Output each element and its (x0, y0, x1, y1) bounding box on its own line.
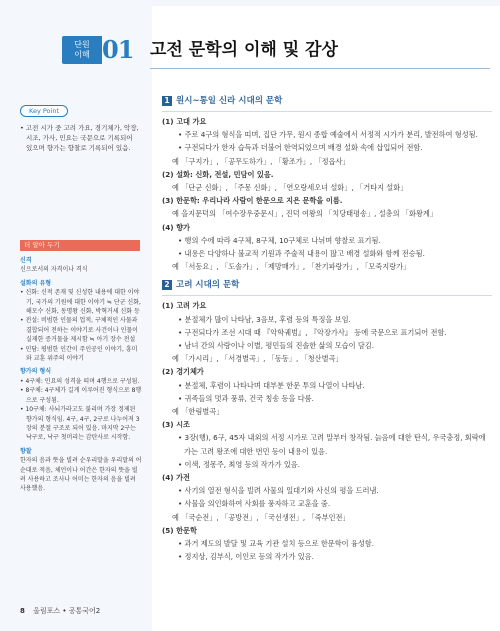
extra-heading: 신격 (20, 257, 32, 264)
bullet-line: • 구전되다가 한자 습득과 더불어 한역되었으며 배경 설화 속에 삽입되어 전함. (178, 143, 423, 153)
bullet-line: • 내용은 다양하나 불교적 기원과 주술적 내용이 많고 배경 설화와 함께 전승됨. (178, 249, 425, 259)
example-line: 예 「서동요」, 「도솔가」, 「제망매가」, 「찬기파랑가」, 「모죽지랑가」 (172, 262, 411, 272)
example-line: 예 을지문덕의 「여수장우중문시」, 진덕 여왕의 「치당태평송」, 설총의 「화왕계」 (172, 209, 438, 219)
subheading: (1) 고대 가요 (162, 117, 207, 126)
extra-text: 한자의 음과 뜻을 빌려 순우리말을 우리말의 어순대로 적음, 체언이나 어간은 한자의 뜻을 빌려 사용하고 조사나 어미는 한자의 음을 빌려 사용했음. (20, 457, 142, 493)
main-content (162, 94, 492, 564)
section-title-text: 고려 시대의 문학 (176, 280, 240, 291)
extra-text: • 8구체: 4구체가 길게 이루어진 형식으로 8행으로 구성됨. (20, 387, 142, 404)
extra-text: • 신화: 신적 존재 및 신성한 내용에 대한 이야기, 국가의 기원에 대한 이야기 ≒ 단군 신화, 해모수 신화, 동명왕 신화, 박혁거세 신화 등 (20, 289, 141, 316)
extra-info-box (20, 256, 142, 494)
extra-text: • 민담: 평범한 인간이 주인공인 이야기, 흥미와 교훈 위주의 이야기 (20, 345, 138, 363)
bullet-line: • 주로 4구의 형식을 띠며, 집단 가무, 원시 종합 예술에서 서정적 시가가 분리, 발전하여 형성됨. (178, 130, 478, 140)
keypoint-text: • 고전 시가 중 고려 가요, 경기체가, 악장, 시조, 가사, 민요는 국문으로 기록되어 있으며 향가는 향찰로 기록되어 있음. (20, 124, 139, 152)
page-number: 8 (20, 607, 25, 615)
page-footer (20, 606, 100, 616)
example-line: 예 「단군 신화」, 「주몽 신화」, 「연오랑세오녀 설화」, 「거타지 설화」 (172, 183, 408, 193)
example-line: 예 「한림별곡」 (172, 407, 224, 417)
unit-tag-line1: 단원 (74, 40, 90, 49)
extra-heading: 설화의 유형 (20, 279, 52, 287)
section-title-text: 원시~통일 신라 시대의 문학 (176, 96, 283, 106)
section-number: 2 (162, 280, 172, 290)
section (162, 94, 492, 273)
subheading: (4) 향가 (162, 222, 190, 232)
extra-text: • 4구체: 민요의 성격을 띠며 4행으로 구성됨. (20, 377, 140, 385)
subheading: (2) 경기체가 (162, 367, 204, 377)
bullet-line: • 분절체, 후렴이 나타나며 대부분 한문 투의 나열이 나타남. (178, 380, 365, 390)
bullet-line: • 남녀 간의 사랑이나 이별, 평민들의 진솔한 삶의 모습이 담김. (178, 341, 375, 351)
keypoint-box (20, 98, 140, 153)
bullet-line: • 사기의 열전 형식을 빌려 사물의 일대기와 사신의 평을 드러냄. (178, 486, 379, 496)
bullet-line: • 정지상, 김부식, 이인로 등의 작가가 있음. (178, 552, 314, 562)
bullet-line: • 귀족들의 멋과 풍류, 건국 칭송 등을 다룸. (178, 393, 314, 403)
subheading: (3) 시조 (162, 420, 190, 430)
bullet-line: • 행의 수에 따라 4구체, 8구체, 10구체로 나뉘며 향찰로 표기됨. (178, 235, 381, 245)
extra-text: • 전설: 비범한 인물의 업적, 구체적인 사물과 결합되어 전하는 이야기로 사건이나 인물이 실재한 증거물을 제시함 ≒ 아기 장수 전설 (20, 317, 138, 344)
keypoint-label: Key Point (20, 105, 68, 117)
bullet-line: • 분절체가 많이 나타남, 3음보, 후렴 등의 특징을 보임. (178, 314, 351, 324)
extra-info-label: 더 알아 두기 (20, 240, 140, 251)
section-title (162, 94, 492, 108)
extra-heading: 향찰 (20, 447, 32, 455)
subheading: (2) 설화: 신화, 전설, 민담이 있음. (162, 169, 274, 179)
section-number: 1 (162, 96, 172, 106)
extra-heading: 향가의 형식 (20, 368, 52, 376)
example-line: 예 「구지가」, 「공무도하가」, 「황조가」, 「정읍사」 (172, 156, 350, 166)
section (162, 278, 492, 563)
unit-number: 01 (102, 35, 134, 64)
extra-text: 신으로서의 자격이나 격식 (20, 266, 88, 274)
bullet-line: • 사물을 의인화하여 사회를 풍자하고 교훈을 줌. (178, 499, 331, 509)
chapter-title: 고전 문학의 이해 및 감상 (150, 40, 338, 60)
extra-text: • 10구체: 사뇌가라고도 불리며 가장 정제된 향가의 형식임. 4구, 4구, 2구로 나누어져 3장의 분절 구조로 되어 있음. 마지막 2구는 낙구로, 낙구 첫머리는 감탄사로 시작함. (20, 406, 140, 442)
section-divider (162, 295, 492, 296)
example-line: 예 「국순전」, 「공방전」, 「국선생전」, 「죽부인전」 (172, 512, 350, 522)
bullet-line: • 과거 제도의 발달 및 교육 기관 설치 등으로 한문학이 융성함. (178, 539, 375, 549)
bullet-line: • 3장(행), 6구, 45자 내외의 서정 시가로 고려 말부터 창작됨. 늙음에 대한 탄식, 우국충정, 회락에 가는 고려 왕조에 대한 번민 등이 내용이 있음. (178, 433, 486, 456)
example-line: 예 「가시리」, 「서경별곡」, 「동동」, 「청산별곡」 (172, 354, 343, 364)
subheading: (3) 한문학: 우리나라 사람이 한문으로 지은 문학을 이름. (162, 196, 343, 206)
title-divider (150, 68, 490, 69)
section-title (162, 278, 492, 292)
section-divider (162, 111, 492, 112)
subheading: (4) 가전 (162, 473, 190, 483)
book-title: 올림포스 • 공통국어2 (33, 607, 101, 615)
subheading: (1) 고려 가요 (162, 301, 207, 311)
bullet-line: • 구전되다가 조선 시대 때 『악학궤범』, 『악장가사』 등에 국문으로 표기되어 전함. (178, 327, 447, 337)
unit-tag-line2: 이해 (74, 50, 90, 59)
subheading: (5) 한문학 (162, 525, 197, 535)
unit-tag (62, 36, 102, 64)
bullet-line: • 이색, 정몽주, 최영 등의 작가가 있음. (178, 459, 301, 469)
